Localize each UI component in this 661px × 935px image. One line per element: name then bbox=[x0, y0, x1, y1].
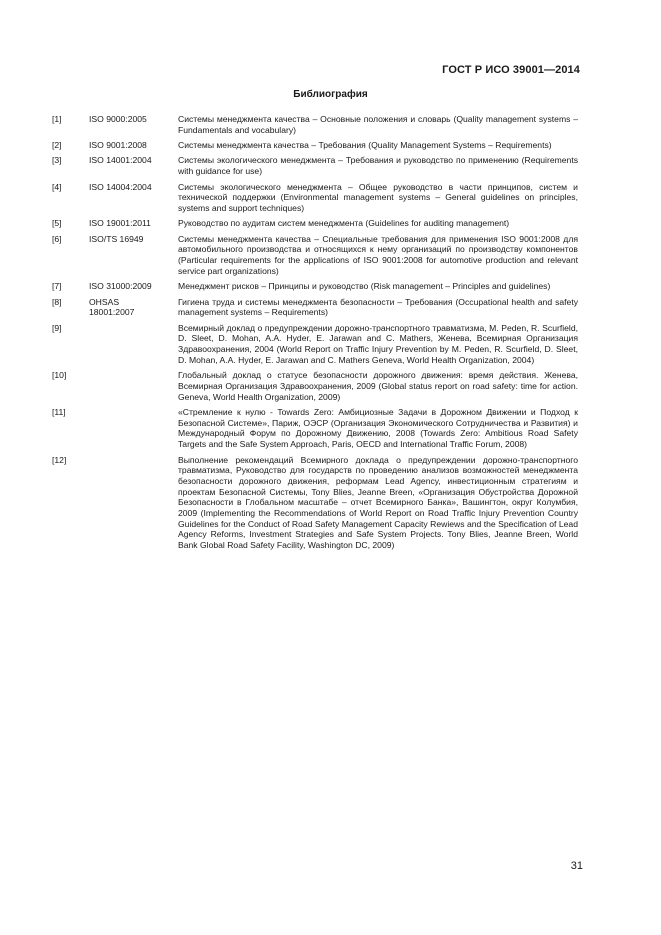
bibliography-entry bbox=[52, 323, 578, 366]
bibliography-entry bbox=[52, 234, 578, 277]
entry-text: Выполнение рекомендаций Всемирного доклада о предупреждении дорожно-транспортного травматизма, Руководство для государств по проведению анализов возможностей менеджмента безопасности дорожного движения, реформам Lead Agency, инвестиционным стратегиям и проектам Безопасной Системы, Tony Blies, Jeanne Breen, «Организация Обустройства Дорожной Безопасности в Глобальном масштабе – отчет Всемирного Банка», Вашингтон, округ Колумбия, 2009 (Implementing the Recommendations of World Report on Road Traffic Injury Prevention Country Guidelines for the Conduct of Road Safety Management Capacity Rewiews and the Specification of Lead Agency Reforms, Investment Strategies and Safe System Projects. Tony Blies, Jeanne Breen, World Bank Global Road Safety Facility, Washington DC, 2009) bbox=[178, 454, 578, 551]
entry-standard-code bbox=[89, 407, 178, 450]
entry-standard-code: OHSAS 18001:2007 bbox=[89, 296, 135, 318]
bibliography-entry bbox=[52, 155, 578, 176]
entry-text: Системы менеджмента качества – Специальные требования для применения ISO 9001:2008 для автомобильного производства и относящихся к нему организаций по производству компонентов (Particular requirements for the applications of ISO 9001:2008 for automotive production and relevant service part organizations) bbox=[178, 233, 578, 276]
bibliography-entry bbox=[52, 281, 578, 292]
entry-text: Гигиена труда и системы менеджмента безопасности – Требования (Occupational health and safety management systems – Requirements) bbox=[178, 296, 578, 318]
entry-standard-code: ISO 31000:2009 bbox=[89, 281, 152, 292]
page-number: 31 bbox=[570, 860, 583, 872]
entry-number: [11] bbox=[52, 407, 66, 418]
entry-text: «Стремление к нулю - Towards Zero: Амбициозные Задачи в Дорожном Движении и Подход к Безопасной Системе», Париж, ОЭСР (Организация Экономического Сотрудничества и Развития) и Международный Форум по Дорожному Движению, 2008 (Towards Zero: Ambitious Road Safety Targets and the Safe System Approach, Paris, OECD and International Traffic Forum, 2008) bbox=[178, 407, 578, 450]
entry-number: [6] bbox=[52, 233, 62, 244]
entry-text: Системы менеджмента качества – Требования (Quality Management Systems – Requirements) bbox=[178, 140, 552, 151]
document-header: ГОСТ Р ИСО 39001—2014 bbox=[442, 64, 580, 76]
bibliography-entry bbox=[52, 407, 578, 450]
entry-text: Системы менеджмента качества – Основные положения и словарь (Quality management systems – Fundamentals and vocabulary) bbox=[178, 114, 578, 135]
entry-number: [12] bbox=[52, 454, 67, 465]
entry-number: [4] bbox=[52, 181, 62, 192]
entry-text: Всемирный доклад о предупреждении дорожно-транспортного травматизма, M. Peden, R. Scurfield, D. Sleet, D. Mohan, A.A. Hyder, E. Jarawan and C. Mathers, Женева, Всемирная Организация Здравоохранения, 2004 (World Report on Traffic Injury Prevention by M. Peden, R. Scurfield, D. Sleet, D. Mohan, A.A. Hyder, E. Jarawan and C. Mathers Geneva, World Health Organization, 2004) bbox=[178, 322, 578, 365]
entry-number: [9] bbox=[52, 322, 62, 333]
entry-text: Менеджмент рисков – Принципы и руководство (Risk management – Principles and guidelines) bbox=[178, 281, 551, 292]
entry-number: [2] bbox=[52, 140, 62, 151]
entry-text: Системы экологического менеджмента – Требования и руководство по применению (Requirements with guidance for use) bbox=[178, 155, 578, 177]
bibliography-entry bbox=[52, 370, 578, 402]
entry-number: [7] bbox=[52, 281, 62, 292]
entry-standard-code: ISO 9001:2008 bbox=[89, 140, 147, 151]
entry-text: Системы экологического менеджмента – Общее руководство в части принципов, систем и технической поддержки (Environmental management systems – General guidelines on principles, systems and support techniques) bbox=[178, 181, 578, 213]
entry-text: Руководство по аудитам систем менеджмента (Guidelines for auditing management) bbox=[178, 218, 510, 229]
entry-number: [1] bbox=[52, 114, 62, 124]
bibliography-entry bbox=[52, 297, 578, 318]
entry-number: [5] bbox=[52, 218, 62, 229]
entry-number: [3] bbox=[52, 155, 62, 166]
entry-number: [8] bbox=[52, 296, 62, 307]
entry-standard-code bbox=[89, 323, 178, 366]
entry-text: Глобальный доклад о статусе безопасности дорожного движения: время действия. Женева, Всемирная Организация Здравоохранения, 2009 (Global status report on road safety: time for action. Geneva, World Health Organization, 2009) bbox=[178, 370, 578, 402]
bibliography-list bbox=[52, 114, 578, 556]
bibliography-entry bbox=[52, 114, 578, 135]
bibliography-entry bbox=[52, 182, 578, 214]
entry-standard-code: ISO 14004:2004 bbox=[89, 181, 152, 192]
bibliography-entry bbox=[52, 218, 578, 229]
bibliography-entry bbox=[52, 140, 578, 151]
entry-number: [10] bbox=[52, 370, 67, 381]
entry-standard-code: ISO 9000:2005 bbox=[89, 114, 147, 124]
entry-standard-code bbox=[89, 370, 178, 402]
page-title: Библиография bbox=[293, 89, 368, 100]
bibliography-entry bbox=[52, 455, 578, 551]
entry-standard-code: ISO 14001:2004 bbox=[89, 155, 152, 166]
entry-standard-code: ISO 19001:2011 bbox=[89, 218, 151, 229]
entry-standard-code: ISO/TS 16949 bbox=[89, 233, 144, 244]
entry-standard-code bbox=[89, 455, 178, 551]
